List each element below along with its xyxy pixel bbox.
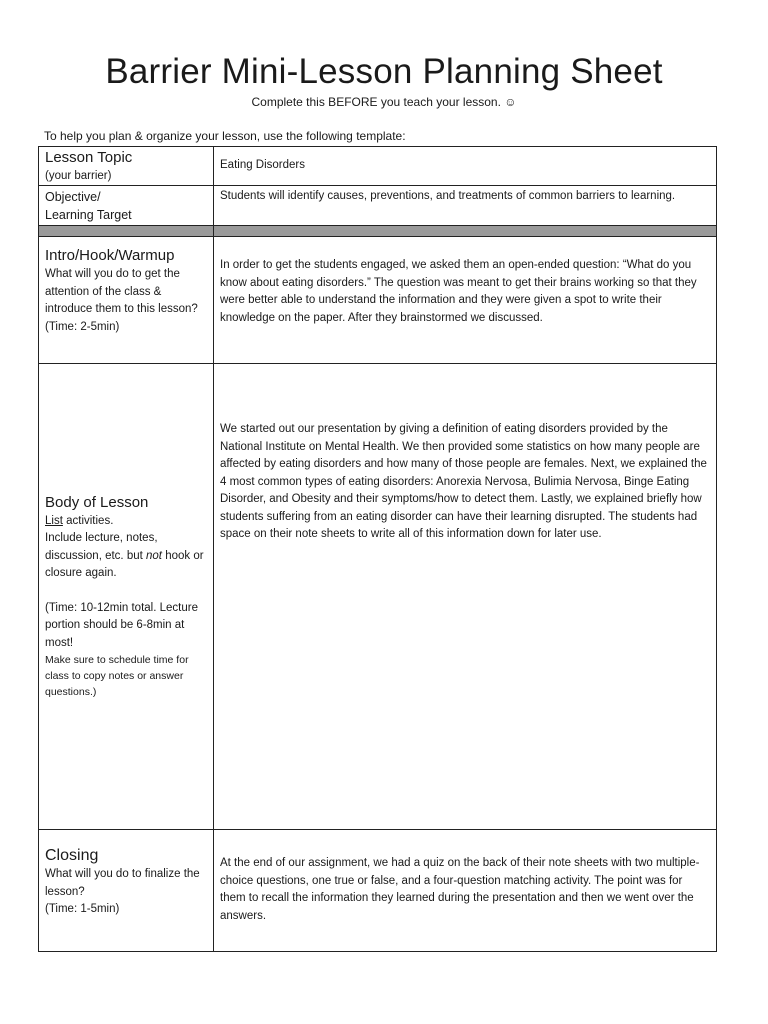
closing-prompt: What will you do to finalize the lesson? [45, 868, 200, 898]
page-title: Barrier Mini-Lesson Planning Sheet [105, 52, 663, 91]
topic-sublabel: (your barrier) [45, 170, 112, 182]
closing-value-cell [214, 830, 717, 952]
topic-label-cell [39, 147, 214, 186]
topic-value-cell [214, 147, 717, 186]
intro-value: In order to get the students engaged, we asked them an open-ended question: “What do you know about eating disorders.” The question was meant to get their brains working so that they were better able to understand the information and they were given a spot to write their knowledge on the paper. After they brainstormed we discussed. [220, 259, 697, 324]
include-pre: Include lecture, notes, discussion, etc. but [45, 532, 158, 562]
intro-heading: Intro/Hook/Warmup [45, 247, 175, 264]
closing-time-note: (Time: 1-5min) [45, 903, 120, 915]
topic-row [39, 147, 717, 186]
body-heading: Body of Lesson [45, 493, 149, 511]
intro-row [39, 237, 717, 364]
intro-text: To help you plan & organize your lesson, use the following template: [44, 129, 406, 143]
closing-heading: Closing [45, 847, 99, 864]
intro-value-cell [214, 237, 717, 364]
objective-value: Students will identify causes, preventions, and treatments of common barriers to learning. [220, 190, 676, 202]
include-post: hook or closure again. [45, 549, 204, 580]
body-label-cell [39, 364, 214, 830]
objective-label-cell [39, 186, 214, 226]
topic-label: Lesson Topic [45, 149, 133, 166]
body-include-line [45, 530, 207, 583]
body-value: We started out our presentation by giving a definition of eating disorders provided by the National Institute on Mental Health. We then provided some statistics on how many people are affected by eating disorders and how many of those people are females. Next, we explained the 4 most common types of eating disorders: Anorexia Nervosa, Bulimia Nervosa, Binge Eating Disorder, and Obesity and their symptoms/how to detect them. Lastly, we explained briefly how students suffering from an eating disorder can have their learning disrupted. The students had space on their note sheets to write all of this information down for later use. [220, 423, 707, 540]
objective-row [39, 186, 717, 226]
objective-label-line2: Learning Target [45, 208, 132, 222]
closing-row [39, 830, 717, 952]
body-value-cell [214, 364, 717, 830]
list-rest: activities. [62, 514, 114, 527]
planning-table [38, 146, 717, 952]
intro-label-cell [39, 237, 214, 364]
body-list-line [45, 513, 207, 531]
objective-label-line1: Objective/ [45, 190, 101, 204]
list-word: List [45, 514, 63, 527]
closing-label-cell [39, 830, 214, 952]
body-schedule-note: Make sure to schedule time for class to copy notes or answer questions.) [45, 654, 189, 699]
page-subtitle: Complete this BEFORE you teach your lesson. ☺ [251, 95, 517, 109]
body-time-note: (Time: 10-12min total. Lecture portion should be 6-8min at most! [45, 601, 198, 649]
intro-prompt: What will you do to get the attention of the class & introduce them to this lesson? (Time: 2-5min) [45, 268, 198, 333]
topic-value: Eating Disorders [220, 159, 306, 171]
objective-value-cell [214, 186, 717, 226]
closing-value: At the end of our assignment, we had a quiz on the back of their note sheets with two multiple-choice questions, one true or false, and a four-question matching activity. The point was for them to recall the information they learned during the presentation and then we went over the answers. [220, 857, 700, 922]
not-word: not [146, 549, 162, 562]
section-divider [39, 226, 717, 237]
body-row [39, 364, 717, 830]
